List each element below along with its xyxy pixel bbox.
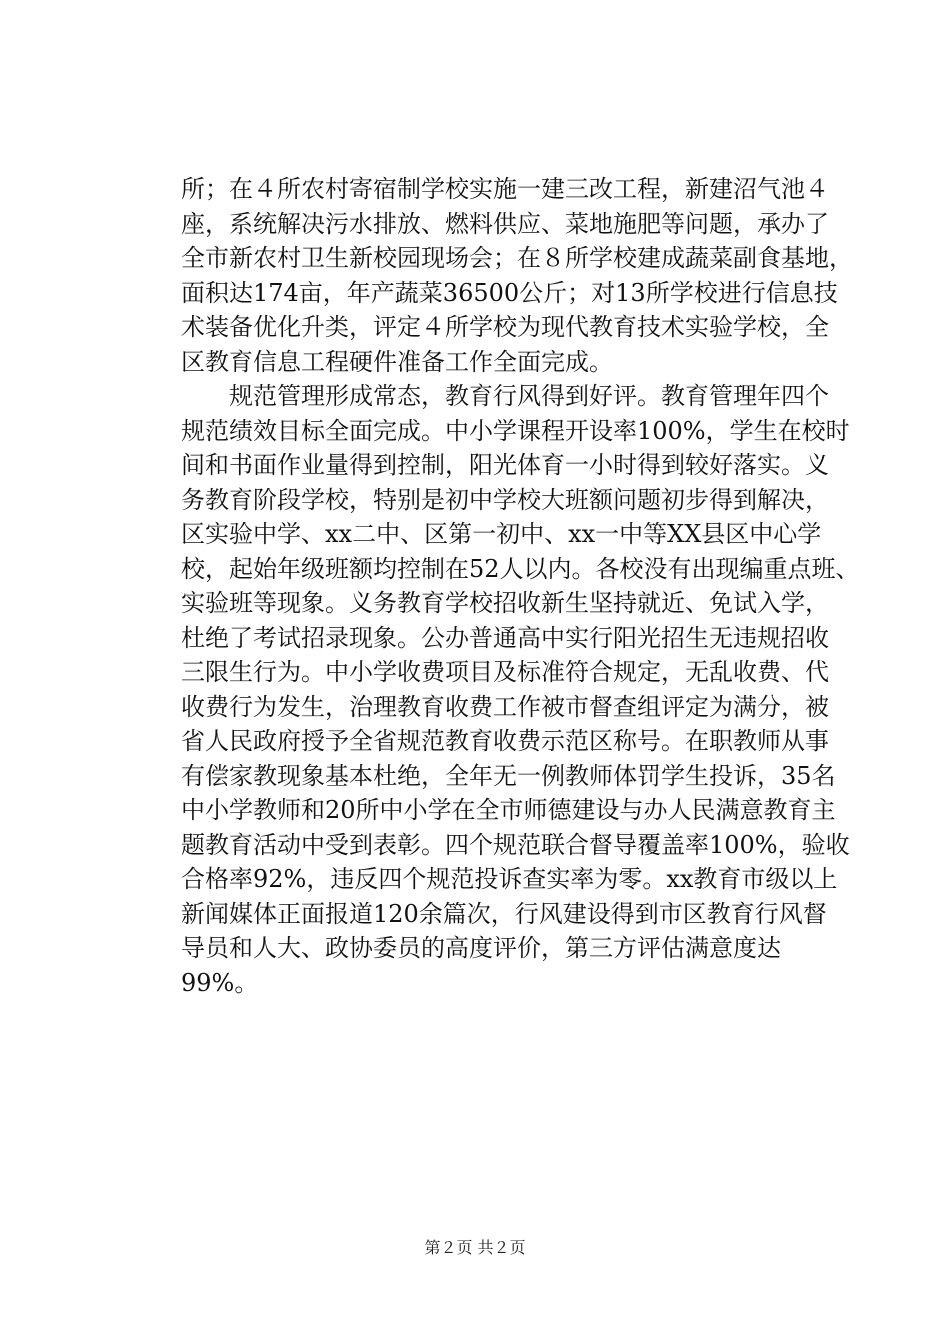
paragraph-start-line: 规范管理形成常态，教育行风得到好评。教育管理年四个 [229,382,829,410]
text-line: 间和书面作业量得到控制，阳光体育一小时得到较好落实。义 [181,451,829,479]
text-line: 务教育阶段学校，特别是初中学校大班额问题初步得到解决， [181,485,829,514]
text-line: 区教育信息工程硬件准备工作全面完成。 [181,347,613,376]
text-line: 所；在４所农村寄宿制学校实施一建三改工程，新建沼气池４ [181,175,829,203]
text-line: 三限生行为。中小学收费项目及标准符合规定，无乱收费、代 [181,658,829,686]
text-line: 座，系统解决污水排放、燃料供应、菜地施肥等问题，承办了 [181,209,829,238]
text-line: 全市新农村卫生新校园现场会；在８所学校建成蔬菜副食基地， [181,244,853,272]
page-footer [0,1237,950,1259]
text-line: 区实验中学、xx二中、区第一初中、xx一中等XX县区中心学 [181,520,822,548]
text-line: 收费行为发生，治理教育收费工作被市督查组评定为满分，被 [181,692,829,721]
text-line: 新闻媒体正面报道120余篇次，行风建设得到市区教育行风督 [181,899,827,928]
text-line: 99%。 [181,968,259,997]
text-line: 题教育活动中受到表彰。四个规范联合督导覆盖率100%，验收 [181,830,850,859]
text-line: 规范绩效目标全面完成。中小学课程开设率100%，学生在校时 [181,416,850,445]
text-line: 面积达174亩，年产蔬菜36500公斤；对13所学校进行信息技 [181,278,838,307]
document-body [181,172,860,1000]
text-line: 实验班等现象。义务教育学校招收新生坚持就近、免试入学， [181,589,829,617]
page-number-label: 第２页 共２页 [424,1238,526,1257]
text-line: 有偿家教现象基本杜绝，全年无一例教师体罚学生投诉，35名 [181,761,836,790]
text-line: 中小学教师和20所中小学在全市师德建设与办人民满意教育主 [181,796,836,824]
text-line: 术装备优化升类，评定４所学校为现代教育技术实验学校，全 [181,313,829,341]
text-line: 合格率92%，违反四个规范投诉查实率为零。xx教育市级以上 [181,865,838,893]
text-line: 杜绝了考试招录现象。公办普通高中实行阳光招生无违规招收 [181,623,829,652]
text-line: 省人民政府授予全省规范教育收费示范区称号。在职教师从事 [181,727,829,755]
text-line: 导员和人大、政协委员的高度评价，第三方评估满意度达 [181,934,781,962]
text-line: 校，起始年级班额均控制在52人以内。各校没有出现编重点班、 [181,554,860,583]
